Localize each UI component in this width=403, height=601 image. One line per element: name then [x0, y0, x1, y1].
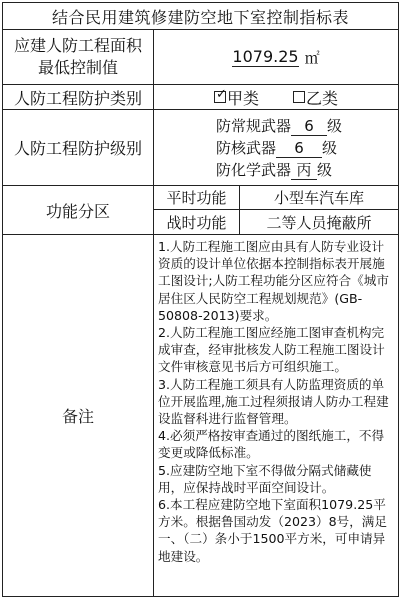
- level-values: [154, 110, 398, 185]
- area-unit: ㎡: [304, 48, 320, 67]
- area-label: [3, 30, 153, 84]
- indicator-table: [2, 2, 399, 597]
- category-options: [154, 85, 398, 109]
- war-function-value: 二等人员掩蔽所: [266, 213, 372, 232]
- level-suffix: 级: [327, 116, 343, 135]
- level-line-nuclear: [216, 137, 337, 159]
- remark-item: 6.本工程应建防空地下室面积1079.25平方米。根据鲁国动发（2023）8号，满足一、（二）条小于1500平方米，可申请异地建设。: [158, 497, 387, 564]
- remark-item: 5.应建防空地下室不得做分隔式储藏使用，应保持战时平面空间设计。: [158, 462, 372, 495]
- function-label: 功能分区: [45, 201, 110, 221]
- area-label-line1: 应建人防工程面积: [13, 36, 142, 55]
- category-b-checkbox[interactable]: [293, 91, 305, 103]
- area-value-cell: [154, 30, 398, 84]
- level-suffix: 级: [322, 138, 338, 157]
- remark-item: 2.人防工程施工图应经施工图审查机构完成审查，经审批核发人防工程施工图设计文件审核意见书后方可组织施工。: [158, 325, 385, 375]
- category-label: 人防工程防护类别: [13, 88, 142, 108]
- level-value: 6: [291, 117, 327, 136]
- peace-function-value: 小型车汽车库: [273, 189, 364, 207]
- area-label-line2: 最低控制值: [37, 58, 118, 77]
- level-value: 丙: [291, 161, 317, 180]
- level-name: 防化学武器: [216, 160, 292, 179]
- level-name: 防常规武器: [216, 116, 292, 135]
- level-line-conventional: [216, 115, 342, 137]
- level-name: 防核武器: [216, 138, 277, 157]
- table-title: 结合民用建筑修建防空地下室控制指标表: [51, 7, 349, 27]
- checkmark-icon: ✓: [215, 87, 227, 102]
- peace-function-label: 平时功能: [166, 189, 227, 207]
- remark-item: 4.必须严格按审查通过的图纸施工，不得变更或降低标准。: [158, 428, 385, 461]
- level-value: 6: [276, 139, 322, 158]
- category-a-label: 甲类: [226, 88, 259, 108]
- remarks-label: 备注: [61, 407, 94, 426]
- category-b-label: 乙类: [306, 88, 339, 108]
- remark-item: 1.人防工程施工图应由具有人防专业设计资质的设计单位依据本控制指标表开展施工图设计;人防工程功能分区应符合《城市居住区人民防空工程规划规范》(GB-50808-2013)要求。: [158, 239, 389, 323]
- category-a-checkbox[interactable]: [214, 87, 227, 103]
- area-value: 1079.25: [232, 46, 299, 66]
- level-label: 人防工程防护级别: [13, 139, 142, 158]
- remark-item: 3.人防工程施工须具有人防监理资质的单位开展监理,施工过程须报请人防办工程建设监督科进行监督管理。: [158, 376, 389, 427]
- level-line-chemical: [216, 159, 332, 181]
- remarks-content: [153, 235, 398, 565]
- level-suffix: 级: [317, 160, 333, 179]
- war-function-label: 战时功能: [166, 213, 227, 232]
